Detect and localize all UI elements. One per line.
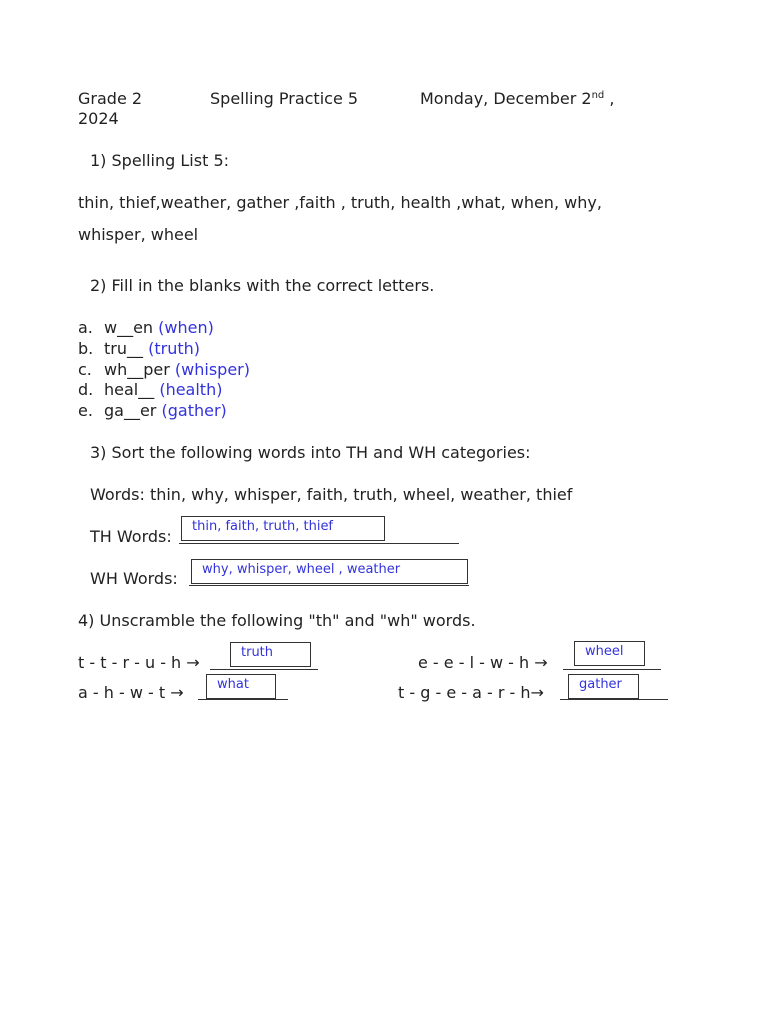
section2-heading: 2) Fill in the blanks with the correct letters. bbox=[90, 276, 435, 295]
scrambled-word: a - h - w - t → bbox=[78, 683, 184, 702]
answer-line bbox=[198, 699, 288, 700]
section1-heading: 1) Spelling List 5: bbox=[90, 151, 230, 170]
answer-line bbox=[563, 669, 661, 670]
date-main: Monday, December 2 bbox=[420, 89, 592, 108]
answer-line bbox=[560, 699, 668, 700]
th-answer-line bbox=[179, 543, 459, 544]
th-words-label: TH Words: bbox=[90, 527, 172, 546]
section4-heading: 4) Unscramble the following "th" and "wh" words. bbox=[78, 611, 476, 630]
list-item bbox=[78, 401, 227, 421]
date-ordinal: nd bbox=[591, 90, 605, 101]
section3-heading: 3) Sort the following words into TH and WH categories: bbox=[90, 443, 531, 462]
grade-label: Grade 2 bbox=[78, 89, 143, 108]
date-tail: , bbox=[604, 89, 615, 108]
item-prompt: tru__ bbox=[104, 339, 143, 358]
worksheet-title: Spelling Practice 5 bbox=[210, 89, 359, 108]
unscramble-answer-field[interactable]: gather bbox=[568, 674, 639, 699]
list-item bbox=[78, 339, 200, 359]
unscramble-answer-field[interactable]: wheel bbox=[574, 641, 645, 666]
item-marker: d. bbox=[78, 380, 94, 399]
wh-answer-line bbox=[189, 585, 469, 586]
item-marker: b. bbox=[78, 339, 94, 358]
item-prompt: w__en bbox=[104, 318, 154, 337]
list-item bbox=[78, 318, 214, 338]
item-answer: (when) bbox=[158, 318, 214, 337]
unscramble-answer-field[interactable]: truth bbox=[230, 642, 311, 667]
th-answer-field[interactable]: thin, faith, truth, thief bbox=[181, 516, 385, 541]
item-prompt: heal__ bbox=[104, 380, 155, 399]
date-label bbox=[420, 89, 614, 109]
item-answer: (whisper) bbox=[174, 360, 250, 379]
item-answer: (health) bbox=[159, 380, 223, 399]
sort-words-list: Words: thin, why, whisper, faith, truth, wheel, weather, thief bbox=[90, 485, 573, 504]
scrambled-word: t - t - r - u - h → bbox=[78, 653, 200, 672]
item-prompt: ga__er bbox=[104, 401, 157, 420]
unscramble-answer-field[interactable]: what bbox=[206, 674, 276, 699]
item-answer: (truth) bbox=[148, 339, 200, 358]
wh-words-label: WH Words: bbox=[90, 569, 178, 588]
scrambled-word: t - g - e - a - r - h→ bbox=[398, 683, 544, 702]
item-answer: (gather) bbox=[161, 401, 227, 420]
year-label: 2024 bbox=[78, 109, 119, 128]
item-prompt: wh__per bbox=[104, 360, 170, 379]
scrambled-word: e - e - l - w - h → bbox=[418, 653, 548, 672]
item-marker: a. bbox=[78, 318, 93, 337]
item-marker: c. bbox=[78, 360, 92, 379]
list-item bbox=[78, 380, 222, 400]
spelling-list-line2: whisper, wheel bbox=[78, 225, 199, 244]
list-item bbox=[78, 360, 250, 380]
wh-answer-field[interactable]: why, whisper, wheel , weather bbox=[191, 559, 468, 584]
spelling-list-line1: thin, thief,weather, gather ,faith , truth, health ,what, when, why, bbox=[78, 193, 602, 212]
answer-line bbox=[210, 669, 318, 670]
item-marker: e. bbox=[78, 401, 93, 420]
